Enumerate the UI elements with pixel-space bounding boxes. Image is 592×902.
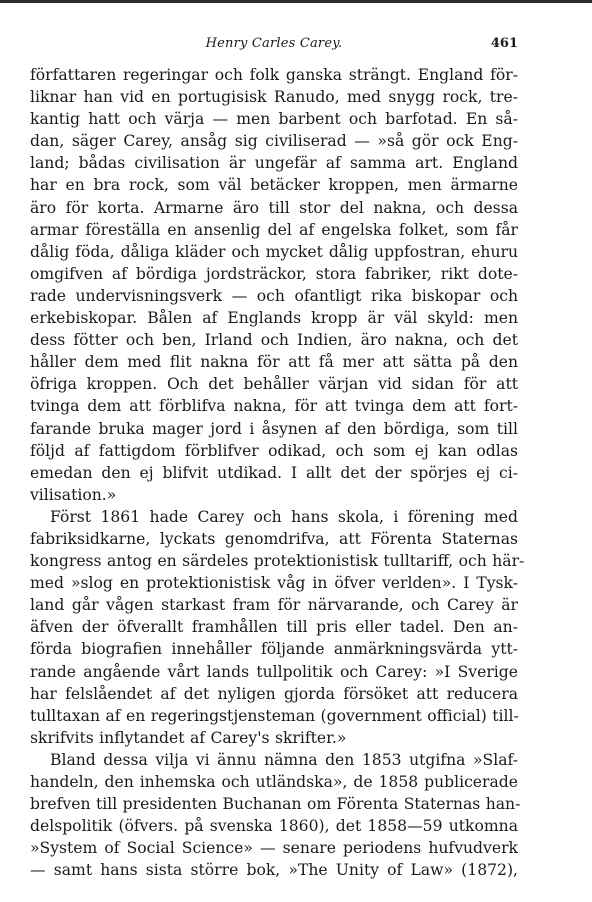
text-line: farande bruka mager jord i åsynen af den bördiga, som till: [30, 419, 518, 438]
text-line: dess fötter och ben, Irland och Indien, äro nakna, och det: [30, 331, 518, 350]
text-line: skrifvits inflytandet af Carey's skrifter.»: [30, 728, 347, 747]
text-line: — samt hans sista större bok, »The Unity of Law» (1872),: [30, 861, 518, 880]
text-line: land; bådas civilisation är ungefär af samma art. England: [30, 154, 518, 173]
text-line: Bland dessa vilja vi ännu nämna den 1853 utgifna »Slaf-: [50, 750, 518, 769]
body-text: [30, 64, 525, 881]
text-line: vilisation.»: [30, 485, 117, 504]
text-line: delspolitik (öfvers. på svenska 1860), det 1858—59 utkomna: [30, 817, 518, 836]
text-line: äro för korta. Armarne äro till stor del nakna, och dessa: [30, 198, 518, 217]
text-line: håller dem med flit nakna för att få mer att sätta på den: [30, 353, 518, 372]
running-title: Henry Carles Carey.: [205, 36, 343, 51]
text-line: tvinga dem att förblifva nakna, för att tvinga dem att fort-: [30, 397, 518, 416]
text-line: rade undervisningsverk — och ofantligt rika biskopar och: [30, 286, 518, 305]
running-head: [30, 36, 518, 56]
text-line: har en bra rock, som väl betäcker kroppen, men ärmarne: [30, 176, 518, 195]
text-line: handeln, den inhemska och utländska», de 1858 publicerade: [30, 773, 518, 791]
page-number: 461: [490, 36, 518, 51]
text-line: rande angående vårt lands tullpolitik och Carey: »I Sverige: [30, 662, 518, 681]
text-line: författaren regeringar och folk ganska strängt. England för-: [30, 66, 518, 84]
text-line: fabriksidkarne, lyckats genomdrifva, att Förenta Staternas: [30, 529, 518, 548]
text-line: äfven der öfverallt framhållen till pris eller tadel. Den an-: [30, 618, 518, 637]
text-line: land går vågen starkast fram för närvarande, och Carey är: [30, 596, 518, 615]
text-line: tulltaxan af en regeringstjensteman (government official) till-: [30, 706, 519, 725]
text-line: med »slog en protektionistisk våg in öfver verlden». I Tysk-: [30, 574, 518, 593]
text-line: omgifven af bördiga jordsträckor, stora fabriker, rikt dote-: [30, 264, 518, 283]
text-line: »System of Social Science» — senare periodens hufvudverk: [30, 839, 518, 858]
text-line: öfriga kroppen. Och det behåller värjan vid sidan för att: [30, 375, 518, 394]
text-line: kantig hatt och värja — men barbent och barfotad. En så-: [30, 110, 518, 129]
text-line: emedan den ej blifvit utdikad. I allt det der spörjes ej ci-: [30, 463, 518, 482]
text-line: kongress antog en särdeles protektionistisk tulltariff, och här-: [30, 552, 525, 571]
text-line: brefven till presidenten Buchanan om Förenta Staternas han-: [30, 795, 521, 814]
text-line: förda biografien innehåller följande anmärkningsvärda ytt-: [30, 640, 518, 659]
top-rule: [0, 0, 592, 3]
text-line: erkebiskopar. Bålen af Englands kropp är väl skyld: men: [30, 309, 518, 328]
text-line: dan, säger Carey, ansåg sig civiliserad — »så gör ock Eng-: [30, 132, 518, 151]
text-line: har felslåendet af det nyligen gjorda försöket att reducera: [30, 684, 518, 703]
text-line: armar föreställa en ansenlig del af engelska folket, som får: [30, 220, 518, 239]
text-line: liknar han vid en portugisisk Ranudo, med snygg rock, tre-: [30, 88, 518, 107]
text-line: följd af fattigdom förblifver odikad, och som ej kan odlas: [30, 441, 518, 460]
text-line: dålig föda, dåliga kläder och mycket dålig uppfostran, ehuru: [30, 242, 518, 261]
text-line: Först 1861 hade Carey och hans skola, i förening med: [50, 507, 518, 526]
